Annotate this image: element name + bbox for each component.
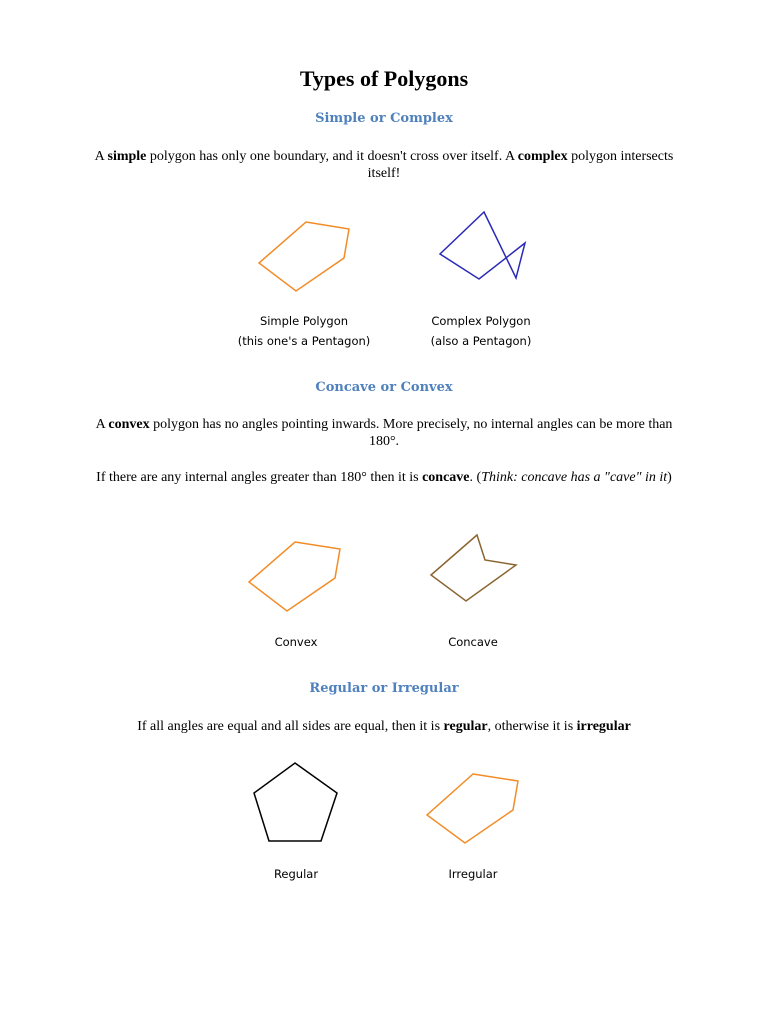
complex-polygon-caption: Complex Polygon (also a Pentagon) — [430, 314, 532, 348]
irregular-caption: Irregular — [448, 867, 498, 881]
concave-paragraph: If there are any internal angles greater than 180° then it is concave. (Think: concave has a "cave" in it) — [96, 470, 672, 485]
convex-polygon-figure — [249, 542, 340, 611]
complex-polygon-figure — [440, 212, 525, 279]
section-heading-regular-irregular: Regular or Irregular — [309, 681, 459, 696]
section-heading-simple-complex: Simple or Complex — [315, 111, 453, 126]
regular-caption: Regular — [273, 867, 319, 881]
simple-polygon-figure — [259, 222, 349, 291]
simple-polygon-caption: Simple Polygon (this one's a Pentagon) — [237, 314, 371, 348]
convex-caption: Convex — [274, 635, 318, 649]
page-title: Types of Polygons — [299, 66, 469, 91]
irregular-polygon-figure — [427, 774, 518, 843]
regular-paragraph: If all angles are equal and all sides are equal, then it is regular, otherwise it is irregular — [137, 719, 631, 734]
regular-pentagon-figure — [254, 763, 337, 841]
concave-caption: Concave — [448, 635, 498, 649]
convex-paragraph: A convex polygon has no angles pointing inwards. More precisely, no internal angles can be more than 180°. — [95, 417, 673, 449]
section-heading-concave-convex: Concave or Convex — [315, 380, 453, 395]
simple-complex-paragraph: A simple polygon has only one boundary, and it doesn't cross over itself. A complex polygon intersects itself! — [94, 149, 674, 181]
concave-polygon-figure — [431, 535, 516, 601]
